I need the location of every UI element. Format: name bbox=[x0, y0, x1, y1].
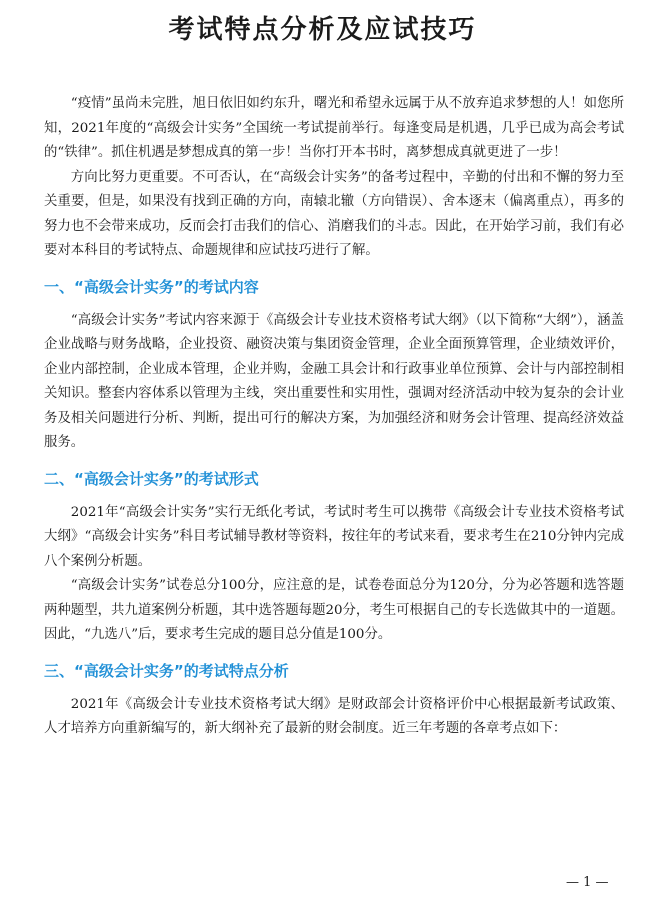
intro-paragraph-1: “疫情”虽尚未完胜，旭日依旧如约东升，曙光和希望永远属于从不放弃追求梦想的人！如您所知，2021年度的“高级会计实务”全国统一考试提前举行。每逢变局是机遇，几乎已成为高会考试的“铁律”。抓住机遇是梦想成真的第一步！当你打开本书时，离梦想成真就更进了一步！ bbox=[44, 96, 624, 160]
section-format-paragraph-2: “高级会计实务”试卷总分100分，应注意的是，试卷卷面总分为120分，分为必答题和选答题两种题型，共九道案例分析题，其中选答题每题20分，考生可根据自己的专长选做其中的一道题。因此，“九选八”后，要求考生完成的题目总分值是100分。 bbox=[44, 578, 624, 642]
section-content-paragraph-1: “高级会计实务”考试内容来源于《高级会计专业技术资格考试大纲》（以下简称“大纲”），涵盖企业战略与财务战略，企业投资、融资决策与集团资金管理，企业全面预算管理，企业绩效评价，企业内部控制，企业成本管理，企业并购，金融工具会计和行政事业单位预算、会计与内部控制相关知识。整套内容体系以管理为主线，突出重要性和实用性，强调对经济活动中较为复杂的会计业务及相关问题进行分析、判断，提出可行的解决方案，为加强经济和财务会计管理、提高经济效益服务。 bbox=[44, 312, 624, 450]
section-format-paragraph-1: 2021年“高级会计实务”实行无纸化考试，考试时考生可以携带《高级会计专业技术资格考试大纲》“高级会计实务”科目考试辅导教材等资料，按往年的考试来看，要求考生在210分钟内完成八个案例分析题。 bbox=[44, 504, 624, 569]
section-features-paragraph-1: 2021年《高级会计专业技术资格考试大纲》是财政部会计资格评价中心根据最新考试政策、人才培养方向重新编写的，新大纲补充了最新的财会制度。近三年考题的各章考点如下： bbox=[44, 696, 624, 736]
page-title: 考试特点分析及应试技巧 bbox=[168, 15, 477, 45]
section-heading-format: 二、“高级会计实务”的考试形式 bbox=[44, 469, 259, 488]
section-heading-features: 三、“高级会计实务”的考试特点分析 bbox=[44, 661, 289, 680]
intro-paragraph-2: 方向比努力更重要。不可否认，在“高级会计实务”的备考过程中，辛勤的付出和不懈的努力至关重要，但是，如果没有找到正确的方向，南辕北辙（方向错误）、舍本逐末（偏离重点），再多的努力也不会带来成功，反而会打击我们的信心、消磨我们的斗志。因此，在开始学习前，我们有必要对本科目的考试特点、命题规律和应试技巧进行了解。 bbox=[44, 169, 624, 258]
page-body bbox=[44, 92, 624, 742]
page-number: — 1 — bbox=[566, 875, 609, 890]
section-heading-content: 一、“高级会计实务”的考试内容 bbox=[44, 277, 259, 296]
